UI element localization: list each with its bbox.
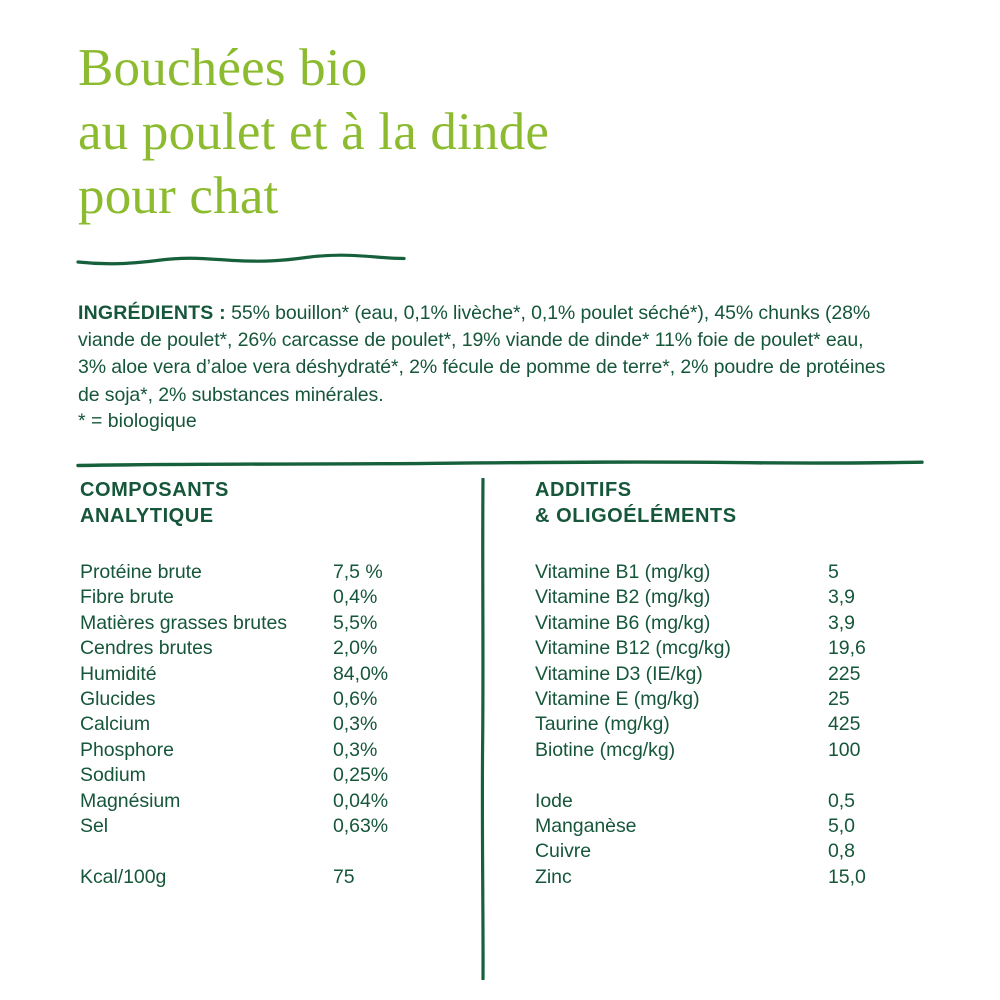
table-row	[535, 738, 915, 763]
ingredients-text: 55% bouillon* (eau, 0,1% livèche*, 0,1% poulet séché*), 45% chunks (28% viande de poulet*, 26% carcasse de poulet*, 19% viande de dinde* 11% foie de poulet* eau, 3% aloe vera d’aloe vera déshydraté*, 2% fécule de pomme de terre*, 2% poudre de protéines de soja*, 2% substances minérales.	[78, 302, 886, 406]
analytical-constituents-column	[80, 478, 460, 890]
row-label: Vitamine B12 (mcg/kg)	[535, 637, 731, 660]
row-spacer	[80, 839, 460, 864]
table-row	[80, 738, 460, 763]
row-value: 0,8	[828, 840, 855, 863]
row-value: 0,25%	[333, 764, 389, 787]
row-spacer	[535, 763, 915, 788]
row-label: Vitamine D3 (IE/kg)	[535, 662, 703, 685]
row-value: 225	[828, 662, 861, 685]
row-label: Vitamine B1 (mg/kg)	[535, 561, 711, 583]
row-label: Vitamine E (mg/kg)	[535, 687, 700, 710]
row-value: 0,3%	[333, 713, 378, 736]
row-label: Phosphore	[80, 738, 174, 761]
analytical-heading-line-2: ANALYTIQUE	[80, 504, 214, 527]
page-title	[78, 36, 838, 228]
table-row	[535, 560, 915, 585]
row-label: Taurine (mg/kg)	[535, 713, 670, 736]
row-label: Magnésium	[80, 789, 181, 812]
analytical-heading-line-1: COMPOSANTS	[80, 479, 229, 501]
row-label: Fibre brute	[80, 586, 174, 609]
horizontal-divider	[76, 458, 924, 470]
row-value: 15,0	[828, 865, 866, 888]
row-label: Calcium	[80, 713, 151, 736]
row-value: 3,9	[828, 586, 855, 609]
table-row	[80, 662, 460, 687]
row-label: Vitamine B2 (mg/kg)	[535, 586, 711, 609]
row-value: 84,0%	[333, 662, 389, 685]
row-label: Kcal/100g	[80, 865, 167, 888]
additives-heading-line-2: & OLIGOÉLÉMENTS	[535, 504, 737, 527]
row-value: 0,3%	[333, 738, 378, 761]
additives-rows	[535, 560, 915, 890]
table-row	[535, 814, 915, 839]
row-value: 25	[828, 687, 850, 710]
row-label: Iode	[535, 789, 573, 812]
row-value: 2,0%	[333, 637, 378, 660]
row-label: Biotine (mcg/kg)	[535, 738, 676, 761]
additives-heading	[535, 478, 915, 529]
row-value: 5	[828, 561, 839, 583]
row-label: Protéine brute	[80, 561, 202, 583]
row-label: Manganèse	[535, 814, 637, 837]
table-row	[80, 789, 460, 814]
table-row	[535, 662, 915, 687]
title-underline-squiggle	[76, 246, 406, 266]
row-value: 0,6%	[333, 687, 378, 710]
row-label: Glucides	[80, 687, 156, 710]
table-row	[535, 839, 915, 864]
row-value: 7,5 %	[333, 561, 383, 583]
ingredients-paragraph	[78, 300, 893, 409]
row-value: 0,04%	[333, 789, 389, 812]
table-row	[535, 687, 915, 712]
table-row	[535, 585, 915, 610]
analytical-rows	[80, 560, 460, 890]
row-value: 75	[333, 865, 355, 888]
row-value: 19,6	[828, 637, 866, 660]
table-row	[535, 865, 915, 890]
table-row	[535, 611, 915, 636]
row-value: 5,5%	[333, 611, 378, 634]
table-row	[80, 687, 460, 712]
row-value: 0,4%	[333, 586, 378, 609]
analytical-heading	[80, 478, 460, 529]
row-value: 5,0	[828, 814, 855, 837]
row-value: 0,5	[828, 789, 855, 812]
table-row	[535, 712, 915, 737]
additives-heading-line-1: ADDITIFS	[535, 479, 632, 501]
table-row	[80, 763, 460, 788]
table-row	[535, 789, 915, 814]
organic-footnote: * = biologique	[78, 410, 197, 432]
table-row	[80, 611, 460, 636]
row-label: Cuivre	[535, 840, 592, 863]
row-value: 0,63%	[333, 814, 389, 837]
row-value: 425	[828, 713, 861, 736]
table-row	[80, 712, 460, 737]
row-label: Vitamine B6 (mg/kg)	[535, 611, 711, 634]
table-row	[535, 636, 915, 661]
row-label: Humidité	[80, 662, 157, 685]
row-label: Sel	[80, 814, 109, 837]
page-title-line-3: pour chat	[78, 167, 279, 225]
table-row	[80, 865, 460, 890]
table-row	[80, 814, 460, 839]
additives-trace-elements-column	[535, 478, 915, 890]
ingredients-label: INGRÉDIENTS :	[78, 302, 226, 324]
vertical-divider	[479, 478, 487, 980]
row-label: Matières grasses brutes	[80, 611, 287, 634]
row-label: Zinc	[535, 865, 572, 888]
row-value: 3,9	[828, 611, 855, 634]
row-label: Sodium	[80, 764, 146, 787]
table-row	[80, 585, 460, 610]
table-row	[80, 636, 460, 661]
row-value: 100	[828, 738, 861, 761]
table-row	[80, 560, 460, 585]
row-label: Cendres brutes	[80, 637, 213, 660]
page-title-line-1: Bouchées bio	[78, 39, 368, 97]
page-title-line-2: au poulet et à la dinde	[78, 103, 550, 161]
